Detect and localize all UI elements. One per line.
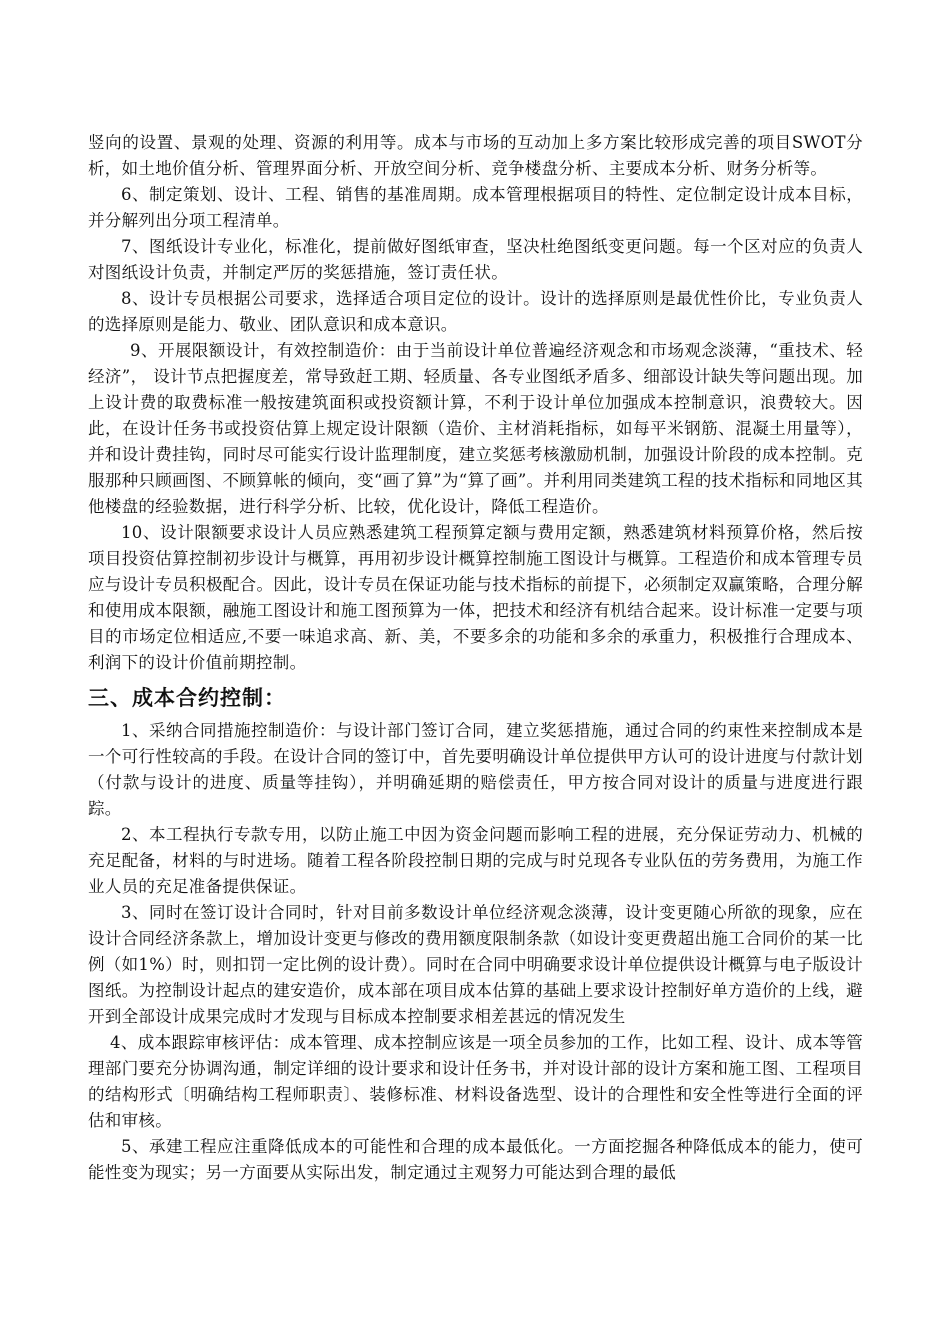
paragraph-contract-4: 4、成本跟踪审核评估：成本管理、成本控制应该是一项全员参加的工作，比如工程、设计、成本等管理部门要充分协调沟通，制定详细的设计要求和设计任务书，并对设计部的设计方案和施工图、工程项目的结构形式〔明确结构工程师职责〕、装修标准、材料设备选型、设计的合理性和安全性等进行全面的评估和审核。 [88, 1033, 863, 1130]
paragraph-item-6: 6、制定策划、设计、工程、销售的基准周期。成本管理根据项目的特性、定位制定设计成本目标，并分解列出分项工程清单。 [88, 185, 863, 230]
paragraph-item-9: 9、开展限额设计，有效控制造价：由于当前设计单位普遍经济观念和市场观念淡薄，“重技术、轻经济”， 设计节点把握度差，常导致赶工期、轻质量、各专业图纸矛盾多、细部设计缺失等问题出现。加上设计费的取费标准一般按建筑面积或投资额计算，不利于设计单位加强成本控制意识，浪费较大。因此，在设计任务书或投资估算上规定设计限额（造价、主材消耗指标，如每平米钢筋、混凝土用量等），并和设计费挂钩，同时尽可能实行设计监理制度，建立奖惩考核激励机制，加强设计阶段的成本控制。克服那种只顾画图、不顾算帐的倾向，变“画了算”为“算了画”。并利用同类建筑工程的技术指标和同地区其他楼盘的经验数据，进行科学分析、比较，优化设计，降低工程造价。 [88, 341, 863, 516]
paragraph-item-7: 7、图纸设计专业化，标准化，提前做好图纸审查，坚决杜绝图纸变更问题。每一个区对应的负责人对图纸设计负责，并制定严厉的奖惩措施，签订责任状。 [88, 237, 863, 282]
document-body [88, 130, 863, 1186]
paragraph-contract-1: 1、采纳合同措施控制造价：与设计部门签订合同，建立奖惩措施，通过合同的约束性来控制成本是一个可行性较高的手段。在设计合同的签订中，首先要明确设计单位提供甲方认可的设计进度与付款计划（付款与设计的进度、质量等挂钩），并明确延期的赔偿责任，甲方按合同对设计的质量与进度进行跟踪。 [88, 721, 863, 818]
paragraph-item-8: 8、设计专员根据公司要求，选择适合项目定位的设计。设计的选择原则是最优性价比，专业负责人的选择原则是能力、敬业、团队意识和成本意识。 [88, 289, 863, 334]
paragraph-contract-5: 5、承建工程应注重降低成本的可能性和合理的成本最低化。一方面挖掘各种降低成本的能力，使可能性变为现实；另一方面要从实际出发，制定通过主观努力可能达到合理的最低 [88, 1137, 863, 1182]
paragraph-contract-3: 3、同时在签订设计合同时，针对目前多数设计单位经济观念淡薄，设计变更随心所欲的现象，应在设计合同经济条款上，增加设计变更与修改的费用额度限制条款（如设计变更费超出施工合同价的某一比例（如1%）时，则扣罚一定比例的设计费）。同时在合同中明确要求设计单位提供设计概算与电子版设计图纸。为控制设计起点的建安造价，成本部在项目成本估算的基础上要求设计控制好单方造价的上线，避开到全部设计成果完成时才发现与目标成本控制要求相差甚远的情况发生 [88, 903, 863, 1026]
paragraph-continued: 竖向的设置、景观的处理、资源的利用等。成本与市场的互动加上多方案比较形成完善的项目SWOT分析，如土地价值分析、管理界面分析、开放空间分析、竞争楼盘分析、主要成本分析、财务分析等。 [88, 133, 863, 178]
paragraph-contract-2: 2、本工程执行专款专用，以防止施工中因为资金问题而影响工程的进展，充分保证劳动力、机械的充足配备，材料的与时进场。随着工程各阶段控制日期的完成与时兑现各专业队伍的劳务费用，为施工作业人员的充足准备提供保证。 [88, 825, 863, 896]
paragraph-item-10: 10、设计限额要求设计人员应熟悉建筑工程预算定额与费用定额，熟悉建筑材料预算价格，然后按项目投资估算控制初步设计与概算，再用初步设计概算控制施工图设计与概算。工程造价和成本管理专员应与设计专员积极配合。因此，设计专员在保证功能与技术指标的前提下，必须制定双赢策略，合理分解和使用成本限额，融施工图设计和施工图预算为一体，把技术和经济有机结合起来。设计标准一定要与项目的市场定位相适应,不要一味追求高、新、美，不要多余的功能和多余的承重力，积极推行合理成本、利润下的设计价值前期控制。 [88, 523, 863, 672]
section-heading: 三、成本合约控制： [88, 686, 286, 710]
